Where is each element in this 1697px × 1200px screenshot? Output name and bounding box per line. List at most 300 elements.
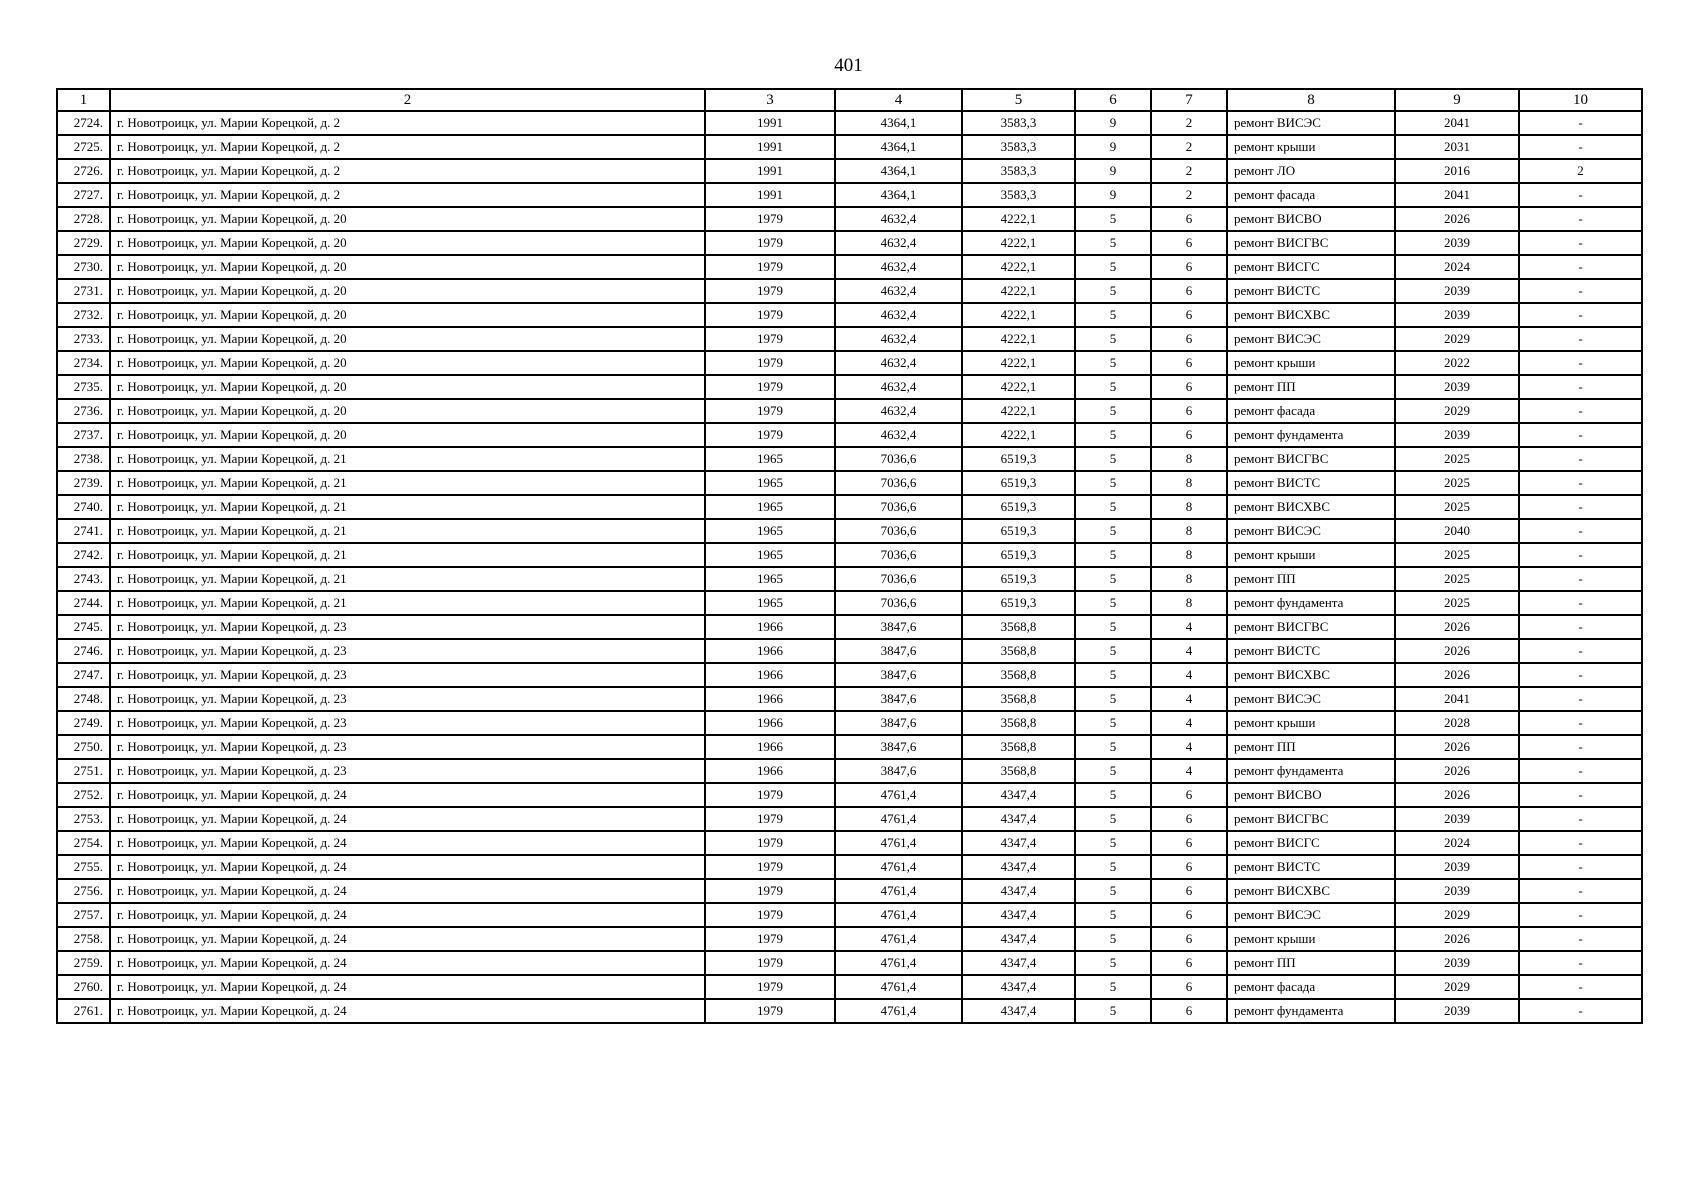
cell-row-number: 2755. [57,855,110,879]
cell-entrances: 6 [1151,375,1227,399]
cell-note: 2 [1519,159,1642,183]
cell-total-area: 3847,6 [835,759,962,783]
cell-total-area: 3847,6 [835,663,962,687]
table-row [57,351,1642,375]
table-row [57,735,1642,759]
cell-address: г. Новотроицк, ул. Марии Корецкой, д. 23 [110,615,705,639]
table-row [57,399,1642,423]
cell-note: - [1519,951,1642,975]
cell-work-type: ремонт крыши [1227,351,1395,375]
cell-floors: 5 [1075,759,1151,783]
cell-note: - [1519,183,1642,207]
table-row [57,831,1642,855]
cell-floors: 5 [1075,351,1151,375]
cell-living-area: 4222,1 [962,375,1075,399]
cell-entrances: 6 [1151,831,1227,855]
cell-living-area: 4222,1 [962,255,1075,279]
cell-address: г. Новотроицк, ул. Марии Корецкой, д. 20 [110,279,705,303]
cell-entrances: 8 [1151,495,1227,519]
cell-year-built: 1979 [705,951,835,975]
cell-address: г. Новотроицк, ул. Марии Корецкой, д. 20 [110,351,705,375]
cell-year-built: 1966 [705,639,835,663]
cell-address: г. Новотроицк, ул. Марии Корецкой, д. 2 [110,183,705,207]
cell-year-built: 1979 [705,279,835,303]
column-header-10: 10 [1519,89,1642,111]
table-row [57,567,1642,591]
cell-year-built: 1979 [705,927,835,951]
cell-floors: 9 [1075,111,1151,135]
cell-entrances: 4 [1151,663,1227,687]
cell-living-area: 4347,4 [962,879,1075,903]
cell-planned-year: 2039 [1395,807,1519,831]
cell-row-number: 2742. [57,543,110,567]
table-row [57,975,1642,999]
cell-address: г. Новотроицк, ул. Марии Корецкой, д. 24 [110,831,705,855]
table-row [57,111,1642,135]
cell-note: - [1519,687,1642,711]
cell-floors: 5 [1075,567,1151,591]
cell-row-number: 2758. [57,927,110,951]
cell-entrances: 4 [1151,711,1227,735]
cell-entrances: 6 [1151,399,1227,423]
cell-living-area: 3583,3 [962,135,1075,159]
cell-note: - [1519,519,1642,543]
cell-entrances: 4 [1151,615,1227,639]
cell-entrances: 2 [1151,159,1227,183]
cell-year-built: 1979 [705,327,835,351]
cell-work-type: ремонт ВИСХВС [1227,879,1395,903]
cell-planned-year: 2026 [1395,735,1519,759]
cell-living-area: 4347,4 [962,951,1075,975]
cell-note: - [1519,135,1642,159]
cell-total-area: 7036,6 [835,471,962,495]
cell-note: - [1519,879,1642,903]
cell-year-built: 1979 [705,231,835,255]
cell-living-area: 3568,8 [962,735,1075,759]
cell-living-area: 4347,4 [962,831,1075,855]
cell-note: - [1519,999,1642,1023]
cell-row-number: 2756. [57,879,110,903]
cell-living-area: 4347,4 [962,927,1075,951]
cell-living-area: 3583,3 [962,159,1075,183]
cell-total-area: 4632,4 [835,255,962,279]
table-row [57,159,1642,183]
cell-total-area: 4761,4 [835,903,962,927]
page-number: 401 [834,55,863,76]
cell-address: г. Новотроицк, ул. Марии Корецкой, д. 24 [110,975,705,999]
cell-note: - [1519,639,1642,663]
cell-address: г. Новотроицк, ул. Марии Корецкой, д. 23 [110,663,705,687]
cell-entrances: 6 [1151,279,1227,303]
table-row [57,327,1642,351]
column-header-4: 4 [835,89,962,111]
cell-floors: 5 [1075,327,1151,351]
cell-floors: 5 [1075,495,1151,519]
cell-floors: 5 [1075,543,1151,567]
cell-living-area: 4347,4 [962,855,1075,879]
cell-entrances: 6 [1151,351,1227,375]
cell-row-number: 2732. [57,303,110,327]
column-header-2: 2 [110,89,705,111]
cell-note: - [1519,375,1642,399]
cell-planned-year: 2041 [1395,183,1519,207]
cell-total-area: 4761,4 [835,927,962,951]
cell-address: г. Новотроицк, ул. Марии Корецкой, д. 23 [110,735,705,759]
cell-note: - [1519,567,1642,591]
cell-total-area: 7036,6 [835,495,962,519]
cell-row-number: 2753. [57,807,110,831]
cell-note: - [1519,399,1642,423]
cell-year-built: 1965 [705,591,835,615]
cell-living-area: 4347,4 [962,903,1075,927]
cell-floors: 5 [1075,999,1151,1023]
cell-living-area: 4222,1 [962,303,1075,327]
cell-work-type: ремонт крыши [1227,543,1395,567]
cell-living-area: 4222,1 [962,351,1075,375]
cell-work-type: ремонт фасада [1227,975,1395,999]
cell-floors: 5 [1075,687,1151,711]
cell-floors: 5 [1075,951,1151,975]
cell-row-number: 2760. [57,975,110,999]
cell-total-area: 3847,6 [835,687,962,711]
cell-year-built: 1966 [705,735,835,759]
cell-year-built: 1966 [705,759,835,783]
cell-year-built: 1979 [705,855,835,879]
cell-work-type: ремонт фундамента [1227,759,1395,783]
cell-floors: 5 [1075,831,1151,855]
cell-work-type: ремонт ВИСТС [1227,855,1395,879]
cell-planned-year: 2026 [1395,615,1519,639]
cell-year-built: 1979 [705,303,835,327]
table-row [57,279,1642,303]
cell-entrances: 4 [1151,687,1227,711]
cell-note: - [1519,663,1642,687]
table-row [57,759,1642,783]
cell-floors: 5 [1075,519,1151,543]
cell-address: г. Новотроицк, ул. Марии Корецкой, д. 21 [110,543,705,567]
cell-work-type: ремонт ПП [1227,951,1395,975]
cell-entrances: 2 [1151,183,1227,207]
cell-living-area: 3568,8 [962,711,1075,735]
cell-work-type: ремонт ЛО [1227,159,1395,183]
cell-work-type: ремонт ВИСХВС [1227,663,1395,687]
cell-total-area: 4761,4 [835,975,962,999]
cell-year-built: 1965 [705,495,835,519]
cell-row-number: 2728. [57,207,110,231]
cell-floors: 5 [1075,807,1151,831]
cell-row-number: 2749. [57,711,110,735]
cell-row-number: 2754. [57,831,110,855]
cell-living-area: 6519,3 [962,591,1075,615]
cell-entrances: 6 [1151,423,1227,447]
cell-year-built: 1965 [705,543,835,567]
cell-work-type: ремонт крыши [1227,927,1395,951]
cell-row-number: 2759. [57,951,110,975]
cell-work-type: ремонт фундамента [1227,423,1395,447]
cell-planned-year: 2031 [1395,135,1519,159]
cell-address: г. Новотроицк, ул. Марии Корецкой, д. 2 [110,135,705,159]
cell-row-number: 2727. [57,183,110,207]
column-header-7: 7 [1151,89,1227,111]
cell-row-number: 2751. [57,759,110,783]
cell-planned-year: 2025 [1395,447,1519,471]
cell-row-number: 2726. [57,159,110,183]
cell-floors: 9 [1075,135,1151,159]
cell-address: г. Новотроицк, ул. Марии Корецкой, д. 2 [110,111,705,135]
cell-note: - [1519,207,1642,231]
cell-address: г. Новотроицк, ул. Марии Корецкой, д. 24 [110,927,705,951]
cell-floors: 5 [1075,615,1151,639]
table-body [57,111,1642,1023]
cell-floors: 5 [1075,975,1151,999]
cell-note: - [1519,111,1642,135]
cell-total-area: 4632,4 [835,207,962,231]
cell-note: - [1519,255,1642,279]
cell-floors: 5 [1075,303,1151,327]
cell-living-area: 6519,3 [962,543,1075,567]
cell-total-area: 4364,1 [835,183,962,207]
cell-floors: 5 [1075,903,1151,927]
cell-total-area: 3847,6 [835,711,962,735]
cell-floors: 5 [1075,735,1151,759]
cell-entrances: 6 [1151,879,1227,903]
cell-note: - [1519,591,1642,615]
cell-floors: 5 [1075,207,1151,231]
cell-address: г. Новотроицк, ул. Марии Корецкой, д. 24 [110,903,705,927]
cell-address: г. Новотроицк, ул. Марии Корецкой, д. 24 [110,807,705,831]
cell-living-area: 3568,8 [962,687,1075,711]
cell-total-area: 4761,4 [835,831,962,855]
cell-year-built: 1979 [705,879,835,903]
cell-note: - [1519,903,1642,927]
cell-entrances: 2 [1151,135,1227,159]
cell-year-built: 1965 [705,567,835,591]
cell-planned-year: 2039 [1395,855,1519,879]
cell-row-number: 2750. [57,735,110,759]
cell-planned-year: 2029 [1395,327,1519,351]
cell-living-area: 6519,3 [962,519,1075,543]
cell-living-area: 3568,8 [962,639,1075,663]
cell-address: г. Новотроицк, ул. Марии Корецкой, д. 20 [110,255,705,279]
cell-note: - [1519,471,1642,495]
cell-work-type: ремонт ВИСВО [1227,207,1395,231]
cell-year-built: 1991 [705,135,835,159]
cell-row-number: 2725. [57,135,110,159]
cell-planned-year: 2041 [1395,687,1519,711]
cell-living-area: 4222,1 [962,231,1075,255]
cell-total-area: 4761,4 [835,879,962,903]
cell-work-type: ремонт ПП [1227,735,1395,759]
cell-living-area: 4222,1 [962,279,1075,303]
cell-work-type: ремонт ВИСВО [1227,783,1395,807]
column-header-9: 9 [1395,89,1519,111]
cell-note: - [1519,495,1642,519]
cell-year-built: 1979 [705,375,835,399]
cell-address: г. Новотроицк, ул. Марии Корецкой, д. 21 [110,591,705,615]
cell-year-built: 1966 [705,687,835,711]
cell-floors: 9 [1075,159,1151,183]
cell-year-built: 1965 [705,519,835,543]
cell-living-area: 6519,3 [962,495,1075,519]
cell-entrances: 6 [1151,231,1227,255]
cell-entrances: 6 [1151,927,1227,951]
cell-work-type: ремонт ВИСТС [1227,471,1395,495]
cell-row-number: 2731. [57,279,110,303]
cell-work-type: ремонт ВИСЭС [1227,111,1395,135]
cell-floors: 5 [1075,663,1151,687]
cell-total-area: 4761,4 [835,807,962,831]
cell-note: - [1519,975,1642,999]
cell-year-built: 1979 [705,831,835,855]
table-row [57,807,1642,831]
cell-year-built: 1979 [705,999,835,1023]
cell-entrances: 6 [1151,975,1227,999]
cell-entrances: 4 [1151,759,1227,783]
cell-row-number: 2736. [57,399,110,423]
cell-address: г. Новотроицк, ул. Марии Корецкой, д. 21 [110,447,705,471]
cell-row-number: 2739. [57,471,110,495]
cell-floors: 5 [1075,423,1151,447]
cell-total-area: 4761,4 [835,951,962,975]
cell-total-area: 7036,6 [835,447,962,471]
table-row [57,375,1642,399]
cell-note: - [1519,303,1642,327]
cell-total-area: 4632,4 [835,327,962,351]
cell-work-type: ремонт крыши [1227,711,1395,735]
registry-table [56,88,1643,1024]
table-row [57,423,1642,447]
cell-address: г. Новотроицк, ул. Марии Корецкой, д. 20 [110,327,705,351]
cell-row-number: 2741. [57,519,110,543]
cell-planned-year: 2041 [1395,111,1519,135]
cell-total-area: 7036,6 [835,567,962,591]
cell-year-built: 1965 [705,471,835,495]
cell-planned-year: 2022 [1395,351,1519,375]
cell-entrances: 6 [1151,255,1227,279]
cell-floors: 5 [1075,375,1151,399]
cell-living-area: 3568,8 [962,615,1075,639]
cell-work-type: ремонт ВИСТС [1227,639,1395,663]
cell-work-type: ремонт ВИСЭС [1227,903,1395,927]
cell-entrances: 6 [1151,327,1227,351]
cell-address: г. Новотроицк, ул. Марии Корецкой, д. 2 [110,159,705,183]
cell-year-built: 1979 [705,975,835,999]
cell-address: г. Новотроицк, ул. Марии Корецкой, д. 23 [110,759,705,783]
cell-row-number: 2733. [57,327,110,351]
cell-year-built: 1979 [705,399,835,423]
cell-address: г. Новотроицк, ул. Марии Корецкой, д. 20 [110,423,705,447]
cell-floors: 5 [1075,855,1151,879]
cell-work-type: ремонт фасада [1227,183,1395,207]
cell-address: г. Новотроицк, ул. Марии Корецкой, д. 24 [110,999,705,1023]
cell-row-number: 2735. [57,375,110,399]
cell-entrances: 6 [1151,951,1227,975]
cell-planned-year: 2026 [1395,759,1519,783]
cell-living-area: 3583,3 [962,111,1075,135]
cell-planned-year: 2026 [1395,207,1519,231]
cell-planned-year: 2024 [1395,831,1519,855]
cell-living-area: 4222,1 [962,399,1075,423]
cell-planned-year: 2029 [1395,399,1519,423]
cell-planned-year: 2026 [1395,663,1519,687]
cell-work-type: ремонт ВИСЭС [1227,519,1395,543]
table-row [57,231,1642,255]
table-row [57,615,1642,639]
cell-address: г. Новотроицк, ул. Марии Корецкой, д. 23 [110,639,705,663]
cell-living-area: 4222,1 [962,327,1075,351]
cell-total-area: 7036,6 [835,591,962,615]
cell-living-area: 6519,3 [962,567,1075,591]
table-row [57,879,1642,903]
cell-note: - [1519,807,1642,831]
table-row [57,495,1642,519]
cell-work-type: ремонт ВИСГВС [1227,807,1395,831]
cell-work-type: ремонт ВИСГВС [1227,447,1395,471]
cell-note: - [1519,327,1642,351]
cell-planned-year: 2039 [1395,375,1519,399]
cell-year-built: 1991 [705,183,835,207]
cell-year-built: 1979 [705,207,835,231]
cell-living-area: 3568,8 [962,663,1075,687]
cell-entrances: 2 [1151,111,1227,135]
cell-floors: 5 [1075,471,1151,495]
table-row [57,711,1642,735]
cell-planned-year: 2028 [1395,711,1519,735]
cell-floors: 5 [1075,399,1151,423]
cell-floors: 9 [1075,183,1151,207]
cell-planned-year: 2029 [1395,903,1519,927]
table-row [57,663,1642,687]
cell-year-built: 1966 [705,663,835,687]
cell-address: г. Новотроицк, ул. Марии Корецкой, д. 20 [110,399,705,423]
cell-row-number: 2744. [57,591,110,615]
table-row [57,687,1642,711]
cell-row-number: 2743. [57,567,110,591]
cell-work-type: ремонт ВИСЭС [1227,327,1395,351]
cell-note: - [1519,423,1642,447]
cell-floors: 5 [1075,879,1151,903]
cell-entrances: 8 [1151,567,1227,591]
cell-total-area: 4632,4 [835,279,962,303]
cell-note: - [1519,759,1642,783]
cell-address: г. Новотроицк, ул. Марии Корецкой, д. 21 [110,519,705,543]
cell-work-type: ремонт ПП [1227,375,1395,399]
cell-address: г. Новотроицк, ул. Марии Корецкой, д. 24 [110,951,705,975]
cell-note: - [1519,351,1642,375]
cell-row-number: 2738. [57,447,110,471]
cell-note: - [1519,279,1642,303]
cell-note: - [1519,543,1642,567]
cell-row-number: 2748. [57,687,110,711]
header-row [57,89,1642,111]
cell-floors: 5 [1075,447,1151,471]
cell-entrances: 8 [1151,519,1227,543]
cell-row-number: 2729. [57,231,110,255]
cell-work-type: ремонт ВИСТС [1227,279,1395,303]
table-row [57,951,1642,975]
cell-planned-year: 2025 [1395,567,1519,591]
cell-planned-year: 2026 [1395,639,1519,663]
cell-planned-year: 2039 [1395,999,1519,1023]
cell-planned-year: 2024 [1395,255,1519,279]
cell-living-area: 4222,1 [962,207,1075,231]
cell-work-type: ремонт фасада [1227,399,1395,423]
cell-entrances: 8 [1151,447,1227,471]
cell-address: г. Новотроицк, ул. Марии Корецкой, д. 20 [110,207,705,231]
cell-planned-year: 2039 [1395,231,1519,255]
cell-floors: 5 [1075,279,1151,303]
cell-total-area: 4364,1 [835,111,962,135]
